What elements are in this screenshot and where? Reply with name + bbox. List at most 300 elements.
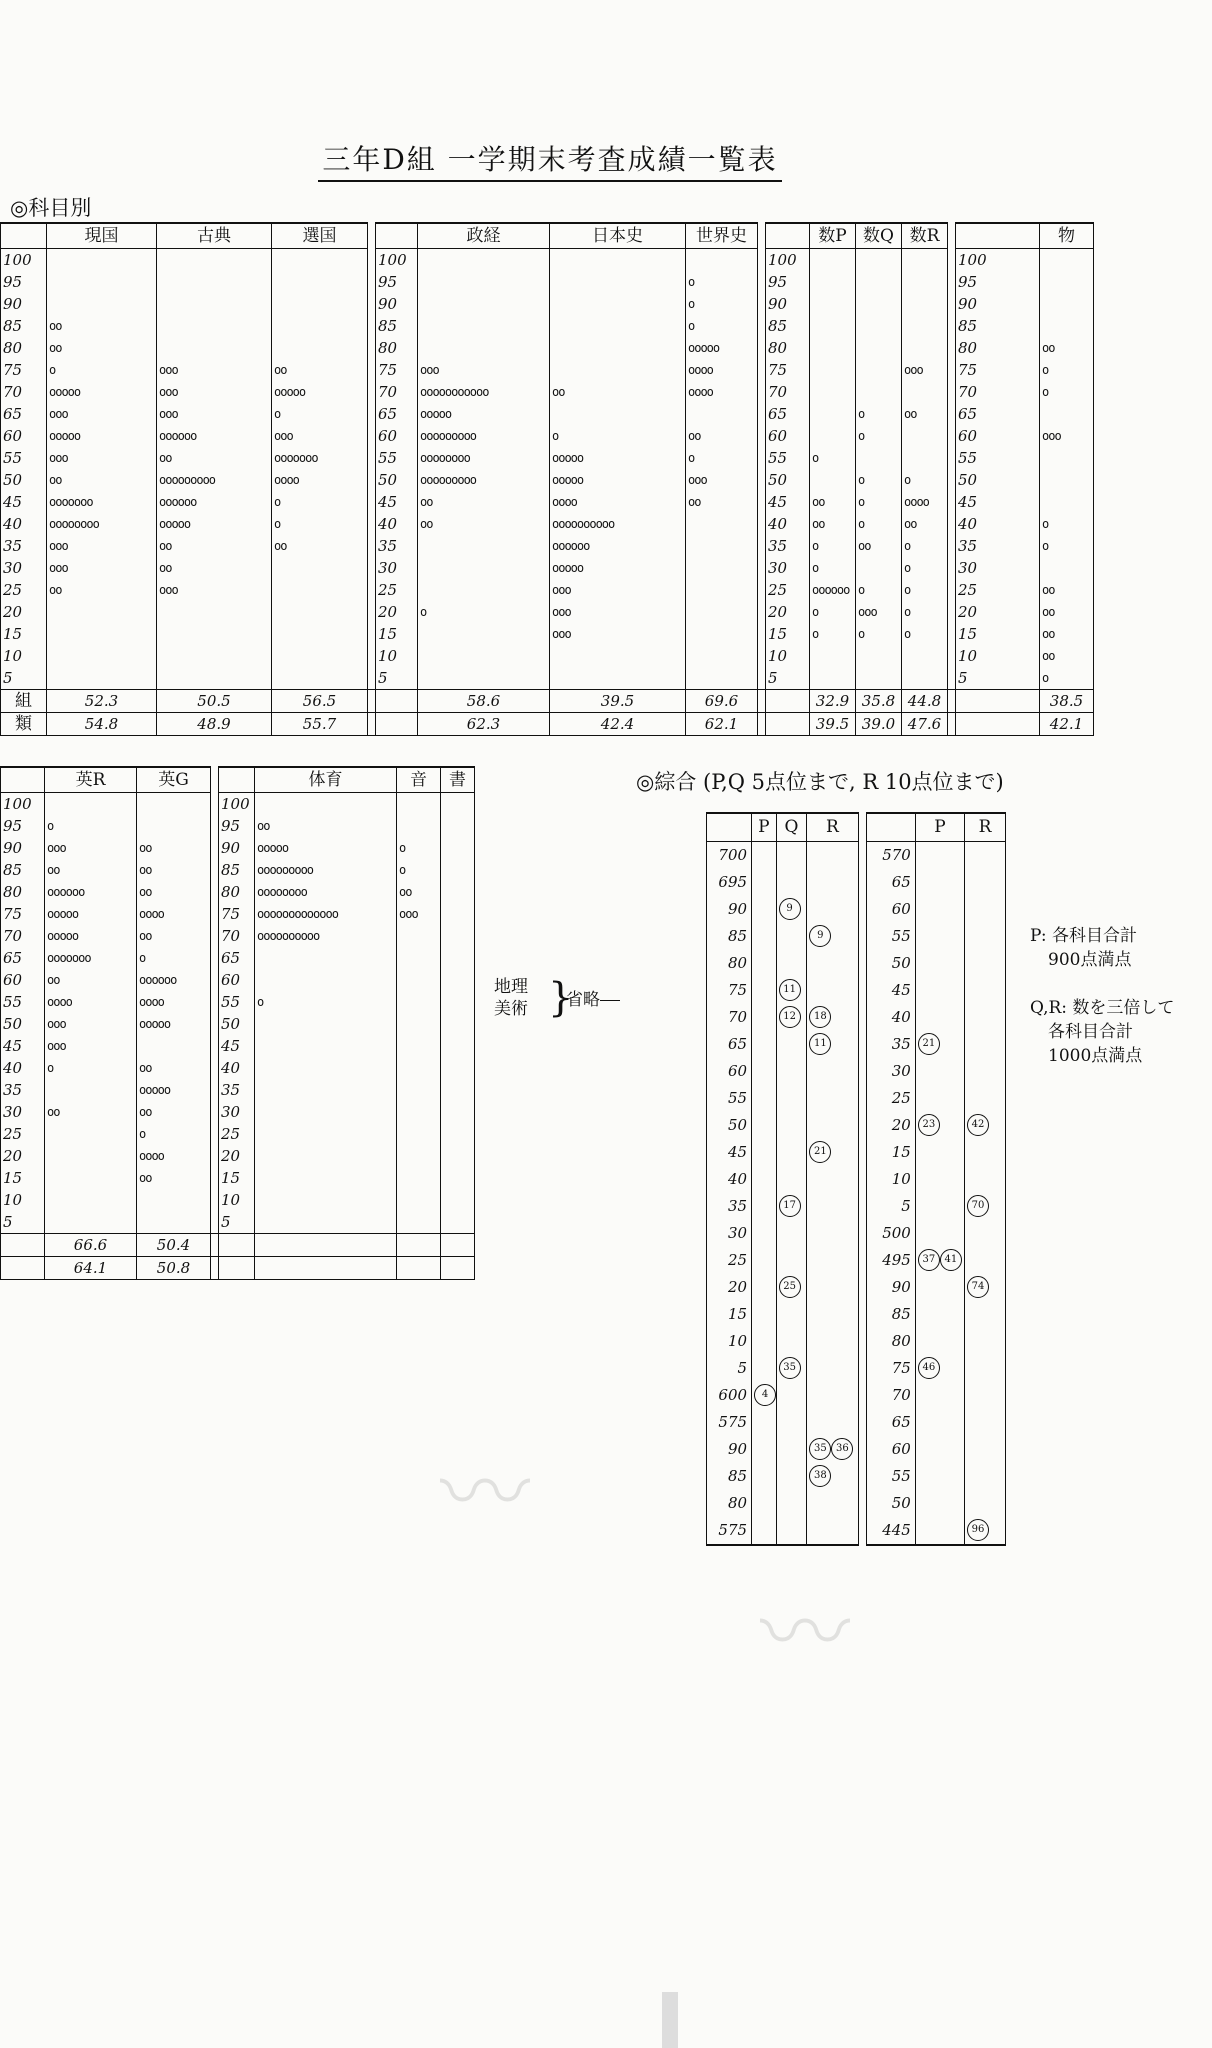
total-score-label: 80 <box>866 1328 915 1355</box>
tally-cell: o <box>47 359 157 381</box>
tally-cell: oooo <box>137 991 211 1013</box>
average-row <box>1 1257 475 1280</box>
column-gap <box>858 1031 866 1058</box>
score-label: 30 <box>376 557 418 579</box>
average-value: 58.6 <box>418 690 550 713</box>
column-gap <box>368 249 376 272</box>
tally-cell: oo <box>47 337 157 359</box>
average-label: 類 <box>1 713 47 736</box>
average-value: 32.9 <box>810 690 856 713</box>
rank-cell <box>807 1301 858 1328</box>
score-label: 5 <box>956 667 1040 690</box>
column-gap <box>948 579 956 601</box>
score-row <box>1 903 475 925</box>
show-through-mark: 〰 <box>440 1441 530 1546</box>
rank-cell <box>964 950 1005 977</box>
rank-cell <box>915 1031 964 1058</box>
rank-cell <box>776 1382 807 1409</box>
tally-cell <box>550 645 686 667</box>
tally-cell: o <box>272 491 368 513</box>
tally-cell <box>47 249 157 272</box>
score-label: 15 <box>376 623 418 645</box>
column-gap <box>211 1145 219 1167</box>
tally-cell: oo <box>157 535 272 557</box>
subject-score-table <box>0 222 1094 736</box>
tally-cell: ooo <box>856 601 902 623</box>
tally-cell <box>856 249 902 272</box>
rank-cell <box>807 1220 858 1247</box>
tally-cell: oo <box>272 535 368 557</box>
column-gap <box>368 623 376 645</box>
total-score-label: 50 <box>866 1490 915 1517</box>
rank-cell <box>776 1031 807 1058</box>
tally-cell <box>856 645 902 667</box>
score-label: 25 <box>1 1123 45 1145</box>
tally-cell <box>441 1079 475 1101</box>
tally-cell <box>856 667 902 690</box>
rank-cell <box>915 1139 964 1166</box>
tally-cell <box>157 601 272 623</box>
tally-cell: ooooo <box>418 403 550 425</box>
average-spacer <box>397 1257 441 1280</box>
rank-circle: 18 <box>809 1006 831 1028</box>
tally-cell: o <box>902 535 948 557</box>
score-label: 70 <box>956 381 1040 403</box>
tally-cell: o <box>418 601 550 623</box>
score-label: 25 <box>219 1123 255 1145</box>
tally-cell: ooo <box>157 359 272 381</box>
total-score-label: 20 <box>707 1274 752 1301</box>
rank-cell <box>752 1031 777 1058</box>
tally-cell: oo <box>856 535 902 557</box>
tally-cell <box>157 623 272 645</box>
score-label: 95 <box>219 815 255 837</box>
rank-cell <box>807 1463 858 1490</box>
tally-cell <box>902 271 948 293</box>
score-label: 65 <box>956 403 1040 425</box>
total-score-label: 30 <box>707 1220 752 1247</box>
note-qr-line2: 各科目合計 <box>1048 1022 1133 1042</box>
tally-cell: oo <box>397 881 441 903</box>
score-label: 90 <box>376 293 418 315</box>
rank-row <box>707 1490 1006 1517</box>
tally-cell <box>810 425 856 447</box>
tally-cell <box>810 469 856 491</box>
rank-circle: 46 <box>918 1357 940 1379</box>
score-row <box>1 837 475 859</box>
total-score-label: 10 <box>707 1328 752 1355</box>
subject-header: 英G <box>137 767 211 793</box>
score-label: 80 <box>766 337 810 359</box>
score-label: 75 <box>219 903 255 925</box>
total-score-label: 75 <box>866 1355 915 1382</box>
tally-cell: o <box>856 425 902 447</box>
column-gap <box>758 359 766 381</box>
tally-cell: o <box>856 623 902 645</box>
rank-cell <box>752 1463 777 1490</box>
tally-cell: o <box>272 513 368 535</box>
tally-cell <box>397 1079 441 1101</box>
tally-cell: oo <box>810 513 856 535</box>
column-gap <box>858 1220 866 1247</box>
score-label: 55 <box>956 447 1040 469</box>
rank-cell <box>915 1409 964 1436</box>
score-row <box>1 513 1094 535</box>
subject-header: 物 <box>1040 223 1094 249</box>
tally-cell <box>550 337 686 359</box>
rank-cell <box>807 1274 858 1301</box>
score-label: 40 <box>956 513 1040 535</box>
rank-row <box>707 1004 1006 1031</box>
column-gap <box>368 271 376 293</box>
tally-cell: o <box>902 623 948 645</box>
tally-cell: ooo <box>47 447 157 469</box>
tally-cell <box>272 271 368 293</box>
tally-cell: ooooooooooo <box>418 381 550 403</box>
average-value: 52.3 <box>47 690 157 713</box>
rank-cell <box>776 1139 807 1166</box>
tally-cell: ooooo <box>45 903 137 925</box>
tally-cell: ooo <box>157 403 272 425</box>
omitted-subjects-note <box>494 976 528 1020</box>
tally-cell <box>856 359 902 381</box>
column-gap <box>758 623 766 645</box>
tally-cell: ooooo <box>255 837 397 859</box>
rank-row <box>707 1220 1006 1247</box>
rank-cell <box>964 842 1005 870</box>
tally-cell <box>686 557 758 579</box>
column-gap <box>858 1166 866 1193</box>
score-label: 35 <box>1 1079 45 1101</box>
tally-cell <box>441 1167 475 1189</box>
column-gap <box>948 645 956 667</box>
column-gap <box>948 271 956 293</box>
rank-cell <box>776 1517 807 1545</box>
average-value: 69.6 <box>686 690 758 713</box>
column-gap <box>211 1211 219 1234</box>
score-label: 60 <box>219 969 255 991</box>
tally-cell <box>47 271 157 293</box>
column-gap <box>758 535 766 557</box>
tally-cell: oo <box>137 837 211 859</box>
column-gap <box>211 969 219 991</box>
score-label: 45 <box>219 1035 255 1057</box>
column-gap <box>948 513 956 535</box>
page-edge-shadow <box>662 1992 678 2048</box>
column-gap <box>368 403 376 425</box>
subject-header: 数Q <box>856 223 902 249</box>
column-gap <box>948 623 956 645</box>
score-row <box>1 645 1094 667</box>
total-score-label: 445 <box>866 1517 915 1545</box>
rank-circle: 9 <box>809 925 831 947</box>
rank-cell <box>776 1409 807 1436</box>
column-gap <box>858 1058 866 1085</box>
tally-cell: ooooooooo <box>418 469 550 491</box>
tally-cell <box>255 1079 397 1101</box>
rank-row <box>707 950 1006 977</box>
tally-cell <box>810 293 856 315</box>
score-label: 45 <box>1 491 47 513</box>
tally-cell <box>255 1211 397 1234</box>
rank-cell <box>807 1247 858 1274</box>
score-label: 15 <box>956 623 1040 645</box>
tally-cell: ooooooooo <box>255 859 397 881</box>
column-gap <box>758 223 766 249</box>
tally-cell: oo <box>137 1101 211 1123</box>
rank-header: P <box>752 813 777 842</box>
tally-cell <box>686 249 758 272</box>
rank-row <box>707 1166 1006 1193</box>
average-row <box>1 1234 475 1257</box>
score-column-header <box>766 223 810 249</box>
rank-cell <box>752 923 777 950</box>
score-column-header <box>866 813 915 842</box>
rank-cell <box>776 1058 807 1085</box>
rank-circle: 36 <box>831 1438 853 1460</box>
tally-cell <box>686 667 758 690</box>
tally-cell <box>418 249 550 272</box>
score-label: 90 <box>956 293 1040 315</box>
tally-cell <box>441 925 475 947</box>
total-score-label: 575 <box>707 1409 752 1436</box>
tally-cell <box>45 1211 137 1234</box>
score-row <box>1 623 1094 645</box>
score-label: 30 <box>219 1101 255 1123</box>
column-gap <box>758 293 766 315</box>
average-spacer <box>376 690 418 713</box>
tally-cell: o <box>810 447 856 469</box>
tally-cell <box>255 969 397 991</box>
subject-header: 数R <box>902 223 948 249</box>
column-gap <box>948 557 956 579</box>
rank-row <box>707 1517 1006 1545</box>
column-gap <box>211 793 219 816</box>
total-score-label: 695 <box>707 869 752 896</box>
score-label: 90 <box>1 293 47 315</box>
tally-cell <box>686 623 758 645</box>
tally-cell <box>397 1013 441 1035</box>
tally-cell <box>397 1123 441 1145</box>
tally-cell <box>418 315 550 337</box>
rank-cell <box>915 896 964 923</box>
score-label: 50 <box>1 469 47 491</box>
column-gap <box>858 1382 866 1409</box>
tally-cell: o <box>902 469 948 491</box>
score-label: 35 <box>376 535 418 557</box>
rank-cell <box>752 1247 777 1274</box>
average-value: 56.5 <box>272 690 368 713</box>
rank-cell <box>964 923 1005 950</box>
average-value: 50.8 <box>137 1257 211 1280</box>
column-gap <box>858 1274 866 1301</box>
average-value: 44.8 <box>902 690 948 713</box>
column-gap <box>758 491 766 513</box>
rank-cell <box>752 1166 777 1193</box>
column-gap <box>858 1139 866 1166</box>
score-label: 40 <box>1 1057 45 1079</box>
tally-cell: oo <box>45 859 137 881</box>
tally-cell <box>272 249 368 272</box>
rank-circle: 9 <box>779 898 801 920</box>
total-score-label: 5 <box>866 1193 915 1220</box>
note-p <box>1030 924 1137 972</box>
score-label: 75 <box>956 359 1040 381</box>
tally-cell <box>902 645 948 667</box>
rank-cell <box>964 1139 1005 1166</box>
score-label: 85 <box>956 315 1040 337</box>
tally-cell <box>810 359 856 381</box>
tally-cell <box>157 315 272 337</box>
tally-cell <box>272 293 368 315</box>
total-score-label: 70 <box>707 1004 752 1031</box>
rank-circle: 37 <box>918 1249 940 1271</box>
tally-cell: ooo <box>418 359 550 381</box>
score-row <box>1 293 1094 315</box>
rank-cell <box>776 869 807 896</box>
tally-cell: o <box>45 1057 137 1079</box>
average-spacer <box>219 1234 255 1257</box>
score-label: 45 <box>376 491 418 513</box>
tally-cell: ooooo <box>550 557 686 579</box>
rank-cell <box>752 1193 777 1220</box>
rank-cell <box>752 842 777 870</box>
tally-cell: ooo <box>47 557 157 579</box>
rank-cell <box>776 1193 807 1220</box>
rank-cell <box>776 950 807 977</box>
rank-row <box>707 1409 1006 1436</box>
score-row <box>1 1189 475 1211</box>
score-label: 100 <box>956 249 1040 272</box>
tally-cell: oo <box>137 881 211 903</box>
rank-circle: 21 <box>918 1033 940 1055</box>
tally-cell: oooo <box>686 381 758 403</box>
tally-cell <box>902 447 948 469</box>
tally-cell: o <box>810 601 856 623</box>
column-gap <box>368 557 376 579</box>
rank-circle: 11 <box>809 1033 831 1055</box>
score-column-header <box>1 223 47 249</box>
column-gap <box>211 1257 219 1280</box>
score-label: 70 <box>1 925 45 947</box>
score-label: 70 <box>766 381 810 403</box>
tally-cell <box>137 1035 211 1057</box>
column-gap <box>368 601 376 623</box>
rank-cell <box>807 1409 858 1436</box>
average-row <box>1 690 1094 713</box>
column-gap <box>211 1234 219 1257</box>
rank-cell <box>807 1058 858 1085</box>
tally-cell <box>255 1057 397 1079</box>
subject-header: 政経 <box>418 223 550 249</box>
rank-cell <box>752 896 777 923</box>
score-label: 50 <box>1 1013 45 1035</box>
tally-cell: oo <box>137 925 211 947</box>
column-gap <box>858 1409 866 1436</box>
tally-cell: o <box>1040 359 1094 381</box>
tally-cell <box>441 815 475 837</box>
score-label: 5 <box>219 1211 255 1234</box>
column-gap <box>758 690 766 713</box>
rank-cell <box>964 1409 1005 1436</box>
score-label: 20 <box>219 1145 255 1167</box>
tally-cell <box>441 1211 475 1234</box>
average-label: 組 <box>1 690 47 713</box>
total-score-label: 25 <box>866 1085 915 1112</box>
rank-cell <box>807 896 858 923</box>
score-label: 50 <box>766 469 810 491</box>
column-gap <box>948 293 956 315</box>
tally-cell: oo <box>1040 579 1094 601</box>
tally-cell <box>397 1035 441 1057</box>
score-label: 20 <box>376 601 418 623</box>
rank-circle: 96 <box>967 1519 989 1541</box>
tally-cell <box>441 969 475 991</box>
tally-cell: ooo <box>45 1035 137 1057</box>
tally-cell: o <box>397 859 441 881</box>
tally-cell <box>441 903 475 925</box>
column-gap <box>948 359 956 381</box>
average-value: 62.3 <box>418 713 550 736</box>
tally-cell <box>45 1167 137 1189</box>
rank-cell <box>752 1328 777 1355</box>
column-gap <box>948 690 956 713</box>
total-score-label: 55 <box>707 1085 752 1112</box>
rank-header: R <box>964 813 1005 842</box>
average-value: 42.4 <box>550 713 686 736</box>
average-spacer <box>376 713 418 736</box>
column-gap <box>211 1013 219 1035</box>
rank-cell <box>915 1463 964 1490</box>
column-gap <box>368 491 376 513</box>
tally-cell <box>902 293 948 315</box>
column-gap <box>948 315 956 337</box>
rank-cell <box>807 869 858 896</box>
tally-cell <box>272 623 368 645</box>
score-row <box>1 969 475 991</box>
tally-cell <box>686 579 758 601</box>
average-spacer <box>956 713 1040 736</box>
rank-cell <box>776 1301 807 1328</box>
score-label: 75 <box>766 359 810 381</box>
rank-cell <box>964 1328 1005 1355</box>
score-label: 50 <box>956 469 1040 491</box>
rank-cell <box>776 896 807 923</box>
score-label: 55 <box>219 991 255 1013</box>
note-p-line1: P: 各科目合計 <box>1030 926 1137 946</box>
rank-cell <box>915 869 964 896</box>
score-label: 60 <box>956 425 1040 447</box>
tally-cell: oo <box>157 447 272 469</box>
rank-cell <box>752 869 777 896</box>
tally-cell: ooo <box>157 381 272 403</box>
score-label: 40 <box>219 1057 255 1079</box>
column-gap <box>368 713 376 736</box>
column-gap <box>211 947 219 969</box>
page-title: 三年D組 一学期末考査成績一覧表 <box>0 138 1100 178</box>
tally-cell: ooooo <box>686 337 758 359</box>
total-score-label: 45 <box>707 1139 752 1166</box>
tally-cell <box>441 1145 475 1167</box>
score-label: 50 <box>376 469 418 491</box>
subject-art: 美術 <box>494 999 528 1019</box>
subject-header: 英R <box>45 767 137 793</box>
total-score-label: 20 <box>866 1112 915 1139</box>
rank-cell <box>964 896 1005 923</box>
rank-row <box>707 1193 1006 1220</box>
brace-mark: } <box>548 975 574 1021</box>
total-score-label: 65 <box>866 1409 915 1436</box>
